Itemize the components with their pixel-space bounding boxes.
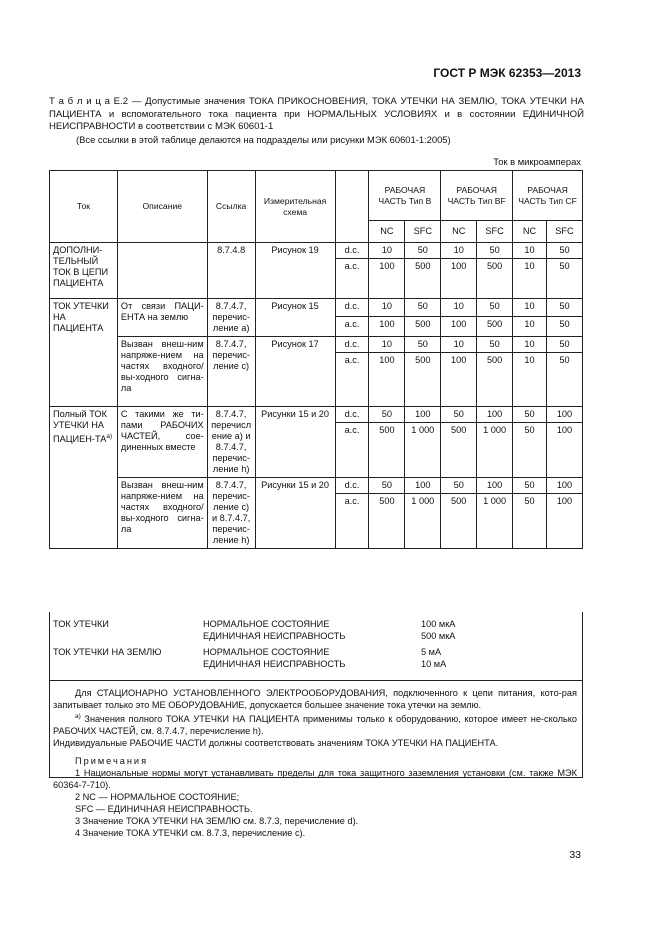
mode-dc: d.c.	[335, 243, 369, 259]
mode-dc: d.c.	[335, 407, 369, 423]
leakage-row	[53, 658, 577, 670]
value-cell: 1 000	[405, 494, 441, 549]
document-header: ГОСТ Р МЭК 62353—2013	[433, 66, 581, 80]
scheme-cell: Рисунок 19	[255, 243, 335, 299]
description-cell: Вызван внеш-ним напряже-нием на частях входного/вы-ходного сигна-ла	[117, 478, 207, 549]
table-row	[50, 337, 583, 353]
value-cell: 50	[405, 337, 441, 353]
value-cell: 50	[513, 478, 547, 494]
value-cell: 100	[477, 407, 513, 423]
value-cell: 50	[546, 353, 582, 407]
header-type-bf: РАБОЧАЯ ЧАСТЬ Тип BF	[441, 171, 513, 221]
header-type-cf: РАБОЧАЯ ЧАСТЬ Тип CF	[513, 171, 583, 221]
value-cell: 100	[405, 478, 441, 494]
scheme-cell: Рисунки 15 и 20	[255, 407, 335, 478]
value-cell: 1 000	[477, 423, 513, 478]
table-note: (Все ссылки в этой таблице делаются на подразделы или рисунки МЭК 60601-1:2005)	[76, 134, 451, 145]
value-cell: 100	[369, 316, 405, 336]
table-row	[50, 243, 583, 259]
value-cell: 100	[441, 259, 477, 299]
value-cell: 500	[477, 259, 513, 299]
value-cell: 50	[405, 299, 441, 317]
description-cell: Вызван внеш-ним напряже-нием на частях входного/вы-ходного сигна-ла	[117, 337, 207, 407]
leakage-value: 5 мА	[421, 647, 442, 657]
note-4: 4 Значение ТОКА УТЕЧКИ см. 8.7.3, перечисление с).	[75, 828, 306, 839]
value-cell: 500	[405, 259, 441, 299]
reference-cell: 8.7.4.7, перечис-ление с) и 8.7.4.7, перечис-ление h)	[207, 478, 255, 549]
leakage-row	[53, 618, 577, 630]
current-type-cell	[50, 407, 118, 549]
footnote-marker: a)	[75, 713, 81, 720]
value-cell: 10	[513, 299, 547, 317]
header-scheme: Измерительная схема	[255, 171, 335, 243]
value-cell: 500	[405, 316, 441, 336]
scheme-cell: Рисунки 15 и 20	[255, 478, 335, 549]
value-cell: 500	[441, 423, 477, 478]
value-cell: 500	[405, 353, 441, 407]
value-cell: 50	[405, 243, 441, 259]
value-cell: 100	[546, 407, 582, 423]
header-current: Ток	[50, 171, 118, 243]
mode-dc: d.c.	[335, 299, 369, 317]
notes-title: Примечания	[75, 756, 149, 767]
value-cell: 50	[441, 478, 477, 494]
note-1: 1 Национальные нормы могут устанавливать пределы для тока защитного заземления установки (см. также МЭК 60364-7-710).	[53, 768, 577, 791]
table-row	[50, 407, 583, 423]
header-blank	[335, 171, 369, 243]
reference-cell: 8.7.4.7, перечисл ение а) и 8.7.4.7, перечис-ление h)	[207, 407, 255, 478]
value-cell: 1 000	[477, 494, 513, 549]
page-number: 33	[569, 849, 581, 861]
header-sfc: SFC	[477, 221, 513, 243]
leakage-value: 100 мкА	[421, 619, 456, 629]
value-cell: 500	[369, 423, 405, 478]
footnote-text: Значения полного ТОКА УТЕЧКИ НА ПАЦИЕНТА применимы только к оборудованию, которое имеет не-сколько РАБОЧИХ ЧАСТЕЙ, см. 8.7.4.7, перечисление h).	[53, 714, 577, 737]
value-cell: 100	[441, 316, 477, 336]
description-cell: От связи ПАЦИ-ЕНТА на землю	[117, 299, 207, 337]
value-cell: 1 000	[405, 423, 441, 478]
mode-ac: a.c.	[335, 316, 369, 336]
reference-cell: 8.7.4.7, перечис-ление а)	[207, 299, 255, 337]
limits-table	[49, 170, 583, 549]
note-3: 3 Значение ТОКА УТЕЧКИ НА ЗЕМЛЮ см. 8.7.3, перечисление d).	[75, 816, 359, 827]
value-cell: 10	[513, 243, 547, 259]
scheme-cell: Рисунок 17	[255, 337, 335, 407]
description-cell	[117, 243, 207, 299]
value-cell: 50	[546, 259, 582, 299]
value-cell: 10	[513, 337, 547, 353]
footer-paragraph: Индивидуальные РАБОЧИЕ ЧАСТИ должны соответствовать значениям ТОКА УТЕЧКИ НА ПАЦИЕНТА.	[53, 738, 499, 749]
value-cell: 50	[513, 423, 547, 478]
leakage-condition: ЕДИНИЧНАЯ НЕИСПРАВНОСТЬ	[203, 631, 346, 641]
value-cell: 10	[513, 316, 547, 336]
header-nc: NC	[369, 221, 405, 243]
value-cell: 50	[546, 337, 582, 353]
reference-cell: 8.7.4.7, перечис-ление с)	[207, 337, 255, 407]
reference-cell: 8.7.4.8	[207, 243, 255, 299]
leakage-label: ТОК УТЕЧКИ	[53, 619, 109, 629]
mode-dc: d.c.	[335, 337, 369, 353]
leakage-value: 10 мА	[421, 659, 447, 669]
note-2b: SFC — ЕДИНИЧНАЯ НЕИСПРАВНОСТЬ.	[75, 804, 253, 815]
value-cell: 10	[369, 243, 405, 259]
value-cell: 10	[513, 353, 547, 407]
current-type-cell	[50, 299, 118, 407]
value-cell: 50	[369, 407, 405, 423]
value-cell: 500	[477, 316, 513, 336]
value-cell: 100	[369, 353, 405, 407]
value-cell: 100	[546, 478, 582, 494]
table-caption: Т а б л и ц а Е.2 — Допустимые значения ТОКА ПРИКОСНОВЕНИЯ, ТОКА УТЕЧКИ НА ЗЕМЛЮ, ТОКА УТЕЧКИ НА ПАЦИЕНТА и вспомогательного тока пациента при НОРМАЛЬНЫХ УСЛОВИЯХ и в состоянии ЕДИНИЧНОЙ НЕИСПРАВНОСТИ в соответствии с МЭК 60601-1	[49, 96, 584, 132]
value-cell: 10	[513, 259, 547, 299]
value-cell: 50	[546, 243, 582, 259]
mode-dc: d.c.	[335, 478, 369, 494]
value-cell: 10	[441, 243, 477, 259]
value-cell: 500	[441, 494, 477, 549]
header-type-b: РАБОЧАЯ ЧАСТЬ Тип B	[369, 171, 441, 221]
value-cell: 100	[441, 353, 477, 407]
leakage-row	[53, 646, 577, 658]
header-sfc: SFC	[405, 221, 441, 243]
note-2: 2 NC — НОРМАЛЬНОЕ СОСТОЯНИЕ;	[75, 792, 240, 803]
value-cell: 500	[477, 353, 513, 407]
table-row	[50, 478, 583, 494]
leakage-label: ТОК УТЕЧКИ НА ЗЕМЛЮ	[53, 647, 162, 657]
units-label: Ток в микроамперах	[493, 156, 581, 167]
header-nc: NC	[513, 221, 547, 243]
value-cell: 50	[513, 407, 547, 423]
mode-ac: a.c.	[335, 423, 369, 478]
value-cell: 50	[477, 299, 513, 317]
mode-ac: a.c.	[335, 494, 369, 549]
leakage-block	[53, 618, 577, 670]
description-cell: С такими же ти-пами РАБОЧИХ ЧАСТЕЙ, сое-диненных вместе	[117, 407, 207, 478]
value-cell: 10	[441, 337, 477, 353]
value-cell: 100	[369, 259, 405, 299]
value-cell: 50	[477, 337, 513, 353]
value-cell: 50	[441, 407, 477, 423]
value-cell: 500	[369, 494, 405, 549]
value-cell: 10	[369, 337, 405, 353]
table-row	[50, 299, 583, 317]
leakage-condition: ЕДИНИЧНАЯ НЕИСПРАВНОСТЬ	[203, 659, 346, 669]
value-cell: 50	[513, 494, 547, 549]
current-type: ТОК УТЕЧКИ НА ПАЦИЕНТА	[53, 301, 109, 333]
table-footer	[49, 612, 583, 845]
value-cell: 50	[546, 316, 582, 336]
header-nc: NC	[441, 221, 477, 243]
footer-paragraph: Для СТАЦИОНАРНО УСТАНОВЛЕННОГО ЭЛЕКТРООБОРУДОВАНИЯ, подключенного к цепи питания, кото-рая запитывает только это МЕ ОБОРУДОВАНИЕ, допускается большее значение тока утечки на землю.	[53, 688, 577, 710]
header-reference: Ссылка	[207, 171, 255, 243]
current-type: ДОПОЛНИ-ТЕЛЬНЫЙ ТОК В ЦЕПИ ПАЦИЕНТА	[53, 245, 109, 288]
value-cell: 10	[441, 299, 477, 317]
footnote-a	[53, 711, 577, 737]
current-type: Полный ТОК УТЕЧКИ НА ПАЦИЕН-ТА	[53, 409, 107, 445]
value-cell: 100	[477, 478, 513, 494]
leakage-condition: НОРМАЛЬНОЕ СОСТОЯНИЕ	[203, 619, 330, 629]
value-cell: 50	[546, 299, 582, 317]
leakage-value: 500 мкА	[421, 631, 456, 641]
value-cell: 10	[369, 299, 405, 317]
value-cell: 100	[546, 423, 582, 478]
mode-ac: a.c.	[335, 259, 369, 299]
leakage-row	[53, 630, 577, 642]
footnote-marker: a)	[106, 433, 113, 440]
leakage-condition: НОРМАЛЬНОЕ СОСТОЯНИЕ	[203, 647, 330, 657]
value-cell: 100	[405, 407, 441, 423]
value-cell: 50	[369, 478, 405, 494]
scheme-cell: Рисунок 15	[255, 299, 335, 337]
header-sfc: SFC	[546, 221, 582, 243]
current-type-cell	[50, 243, 118, 299]
value-cell: 50	[477, 243, 513, 259]
header-description: Описание	[117, 171, 207, 243]
mode-ac: a.c.	[335, 353, 369, 407]
value-cell: 100	[546, 494, 582, 549]
